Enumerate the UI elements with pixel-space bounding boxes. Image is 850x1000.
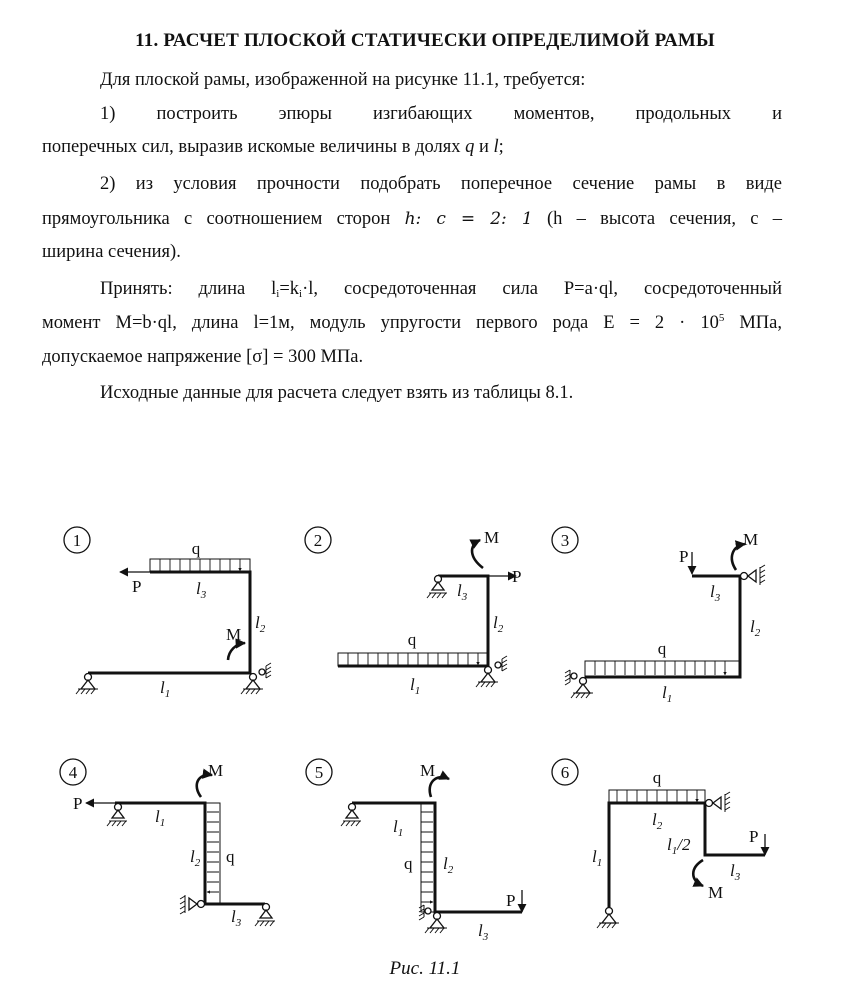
- label-P: P: [512, 567, 522, 586]
- accept-exp: 5: [718, 312, 725, 324]
- roller-support: [255, 904, 275, 927]
- moment-arrow: [472, 540, 483, 568]
- scheme-3: [552, 527, 765, 698]
- label-l1: $l_1$: [155, 807, 166, 829]
- scheme-number: 1: [72, 531, 82, 550]
- label-P: P: [679, 547, 689, 566]
- scheme-number: 3: [560, 531, 570, 550]
- item2-line3: [42, 236, 782, 269]
- frame-schemes-figure: [0, 500, 850, 955]
- accept-sub-i-2: i: [299, 288, 303, 300]
- scheme-5: [306, 759, 522, 933]
- label-P: P: [132, 577, 142, 596]
- item2-text-d: ширина сечения).: [42, 242, 181, 262]
- distributed-load: [205, 803, 220, 904]
- item1-text-a: 1) построить эпюры изгибающих моментов, продольных и: [100, 104, 782, 124]
- moment-arrow: [228, 643, 245, 660]
- source-paragraph: [42, 377, 782, 410]
- label-M: M: [226, 625, 242, 644]
- roller-support: [341, 804, 361, 827]
- accept-text-3: ·l, сосредоточенная сила P=a·ql, сосредоточенный: [302, 279, 782, 299]
- scheme-number: 2: [313, 531, 323, 550]
- item2-text-b: прямоугольника с соотношением сторон: [42, 209, 391, 229]
- scheme-number: 4: [68, 763, 78, 782]
- label-M: M: [420, 761, 436, 780]
- label-l2: $l_2$: [255, 613, 266, 635]
- accept-line3: [42, 341, 782, 374]
- item1-q: q: [465, 137, 475, 157]
- label-l2: $l_2$: [443, 854, 454, 876]
- label-l1: $l_1$: [393, 817, 404, 839]
- scheme-number: 5: [314, 763, 324, 782]
- label-l2: $l_2$: [750, 617, 761, 639]
- label-l3: $l_3$: [478, 921, 489, 943]
- label-l2: $l_2$: [190, 847, 201, 869]
- intro-text: Для плоской рамы, изображенной на рисунке 11.1, требуется:: [100, 70, 586, 90]
- label-l2: $l_2$: [493, 613, 504, 635]
- label-P: P: [749, 827, 759, 846]
- item1-l: l: [493, 137, 499, 157]
- roller-support: [180, 895, 205, 914]
- frame-members: [609, 803, 765, 907]
- label-q: q: [226, 847, 235, 866]
- figure-caption: Рис. 11.1: [389, 958, 461, 979]
- item1-line2: [42, 131, 782, 164]
- pin-support: [597, 908, 619, 929]
- item2-ratio: h: c = 2: 1: [404, 209, 533, 229]
- distributed-load: [421, 803, 435, 912]
- distributed-load: [338, 653, 488, 666]
- frame-members: [352, 803, 522, 912]
- item2-line1: [42, 168, 782, 201]
- distributed-load: [585, 661, 740, 677]
- accept-text-2: =k: [279, 279, 300, 299]
- label-M: M: [208, 761, 224, 780]
- roller-support: [706, 792, 731, 812]
- source-text: Исходные данные для расчета следует взять из таблицы 8.1.: [100, 383, 574, 403]
- label-l3: $l_3$: [710, 582, 721, 604]
- accept-text-6: допускаемое напряжение [σ] = 300 МПа.: [42, 347, 364, 367]
- moment-arrow: [693, 860, 703, 886]
- label-P: P: [73, 794, 83, 813]
- roller-support: [107, 804, 127, 827]
- item1-line1: [42, 98, 782, 131]
- page-title: 11. РАСЧЕТ ПЛОСКОЙ СТАТИЧЕСКИ ОПРЕДЕЛИМОЙ РАМЫ: [135, 30, 715, 51]
- label-q: q: [407, 630, 417, 649]
- accept-text-5: МПа,: [724, 313, 782, 333]
- label-l1: $l_1$: [410, 675, 421, 697]
- label-M: M: [708, 883, 724, 902]
- item2-line2: [42, 203, 782, 236]
- label-P: P: [506, 891, 516, 910]
- roller-support: [741, 565, 766, 585]
- label-l1: $l_1$: [160, 678, 171, 700]
- label-q: q: [652, 768, 662, 787]
- label-l2: $l_2$: [652, 810, 663, 832]
- accept-line1: [42, 273, 782, 306]
- item1-text-b: поперечных сил, выразив искомые величины в долях: [42, 137, 461, 157]
- label-l1-half: $l_1/2$: [667, 835, 691, 857]
- label-l3: $l_3$: [231, 907, 242, 929]
- fixed-pin-support: [241, 663, 271, 694]
- label-q: q: [657, 639, 667, 658]
- accept-text-4: момент M=b·ql, длина l=1м, модуль упругости первого рода E = 2 · 10: [42, 313, 719, 333]
- roller-support: [427, 576, 447, 599]
- label-l1: $l_1$: [592, 847, 603, 869]
- label-l3: $l_3$: [196, 579, 207, 601]
- scheme-1: [64, 527, 271, 694]
- scheme-2: [305, 527, 516, 687]
- item1-end: ;: [498, 137, 504, 157]
- accept-line2: [42, 307, 782, 340]
- label-M: M: [743, 530, 759, 549]
- frame-members: [88, 572, 250, 673]
- item2-text-a: 2) из условия прочности подобрать поперечное сечение рамы в виде: [100, 174, 782, 194]
- moment-arrow: [430, 777, 449, 797]
- fixed-pin-support: [565, 670, 593, 698]
- scheme-4: [60, 759, 275, 926]
- accept-sub-i: i: [276, 288, 280, 300]
- label-l3: $l_3$: [457, 581, 468, 603]
- accept-text-1: Принять: длина l: [100, 279, 277, 299]
- label-l1: $l_1$: [662, 683, 673, 705]
- label-q: q: [404, 854, 413, 873]
- label-q: q: [191, 539, 201, 558]
- label-l3: $l_3$: [730, 861, 741, 883]
- item2-text-c: (h – высота сечения, c –: [546, 209, 783, 229]
- intro-paragraph: [42, 64, 782, 97]
- fixed-pin-support: [419, 905, 447, 933]
- scheme-number: 6: [560, 763, 570, 782]
- item1-and: и: [479, 137, 489, 157]
- fixed-pin-support: [476, 656, 507, 687]
- label-M: M: [484, 528, 500, 547]
- pin-support: [76, 674, 98, 695]
